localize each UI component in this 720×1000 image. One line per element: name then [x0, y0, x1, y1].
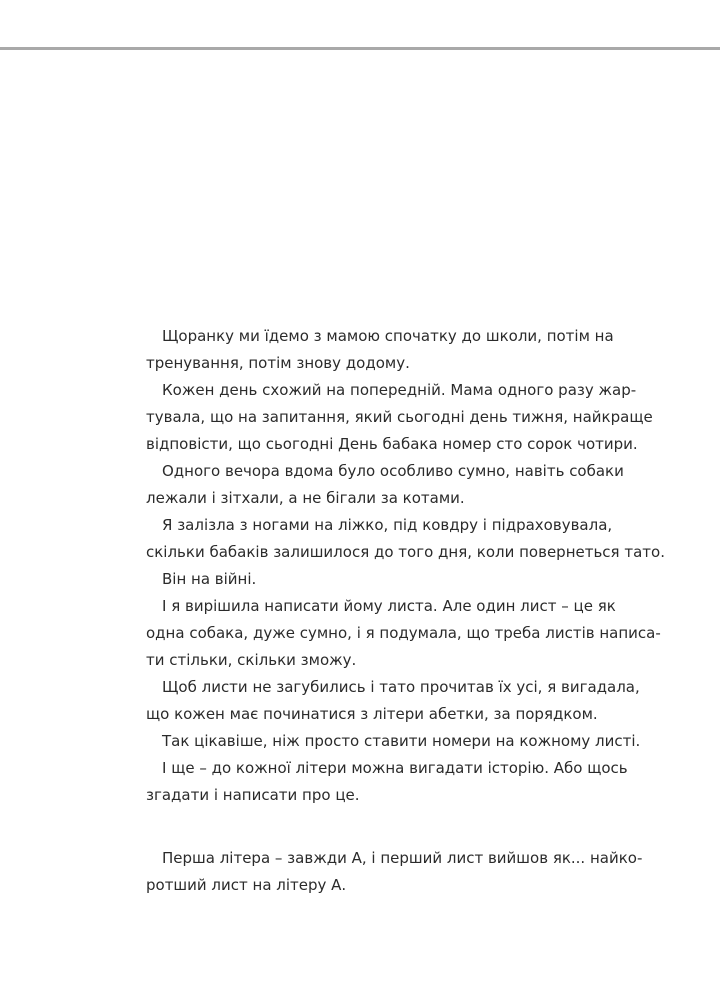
text-line: Так цікавіше, ніж просто ставити номери на кожному листі. [162, 732, 641, 750]
paragraph-gap [146, 809, 598, 845]
text-line: відповісти, що сьогодні День бабака номер сто сорок чотири. [146, 435, 638, 453]
text-line: згадати і написати про це. [146, 786, 360, 804]
text-line: одна собака, дуже сумно, і я подумала, що треба листів написа- [146, 624, 661, 642]
page-text [146, 323, 665, 899]
text-line: що кожен має починатися з літери абетки, за порядком. [146, 705, 598, 723]
text-line: Щоб листи не загубились і тато прочитав їх усі, я вигадала, [162, 678, 640, 696]
text-line: ти стільки, скільки зможу. [146, 651, 357, 669]
text-line: Перша літера – завжди А, і перший лист вийшов як... найко- [162, 849, 643, 867]
text-line: скільки бабаків залишилося до того дня, коли повернеться тато. [146, 543, 665, 561]
text-line: І ще – до кожної літери можна вигадати історію. Або щось [162, 759, 628, 777]
top-border-line [0, 47, 720, 50]
text-line: тувала, що на запитання, який сьогодні день тижня, найкраще [146, 408, 653, 426]
text-line: Кожен день схожий на попередній. Мама одного разу жар- [162, 381, 637, 399]
text-line: лежали і зітхали, а не бігали за котами. [146, 489, 465, 507]
text-line: Одного вечора вдома було особливо сумно, навіть собаки [162, 462, 624, 480]
text-line: І я вирішила написати йому листа. Але один лист – це як [162, 597, 616, 615]
text-line: Він на війні. [162, 570, 257, 588]
text-line: тренування, потім знову додому. [146, 354, 410, 372]
text-line: Я залізла з ногами на ліжко, під ковдру і підраховувала, [162, 516, 613, 534]
text-line: Щоранку ми їдемо з мамою спочатку до школи, потім на [162, 327, 614, 345]
text-line: ротший лист на літеру А. [146, 876, 347, 894]
